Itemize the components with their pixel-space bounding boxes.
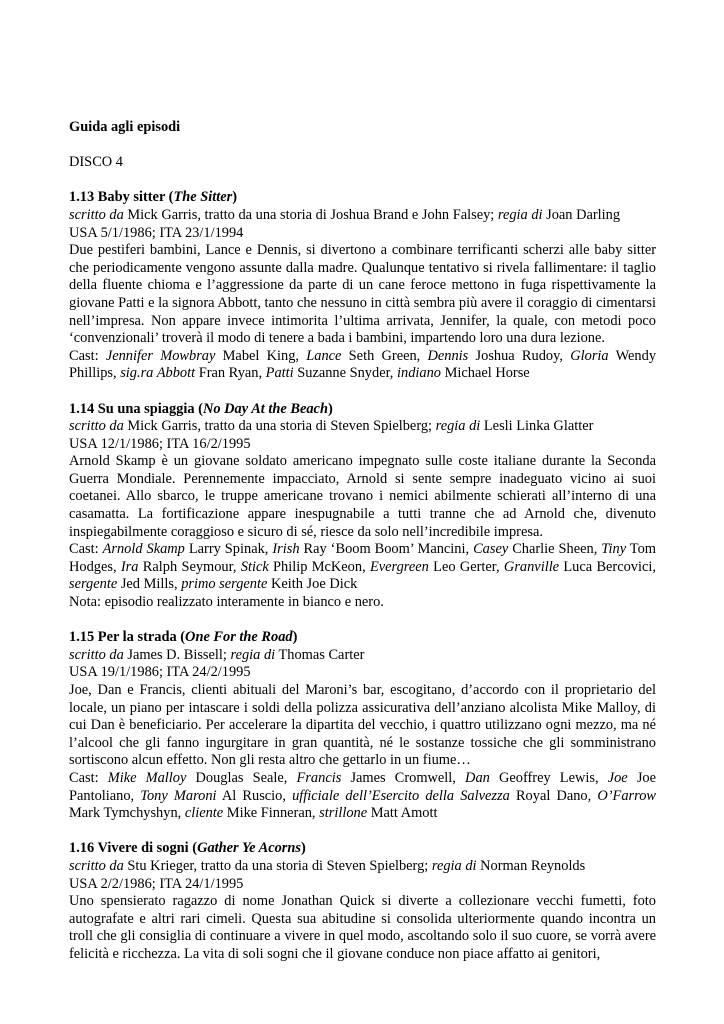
cast-actor: Larry Spinak,: [184, 541, 273, 558]
episode-synopsis: Arnold Skamp è un giovane soldato americano impegnato sulle coste italiane durante la Seconda Guerra Mondiale. Perennemente impacciato, Arnold si sente sempre inadeguato vicino ai suoi coetanei. Allo sbarco, le truppe americane trovano i nemici abilmente schierati all’interno di una casamatta. La fortificazione appare inespugnabile a tutti tranne che ad Arnold che, divenuto inspiegabilmente coraggioso e sicuro di sé, riesce da solo nell’incredibile impresa.: [69, 453, 656, 540]
credits-director: Lesli Linka Glatter: [480, 418, 594, 435]
title-text: 1.16 Vivere di sogni (: [69, 840, 198, 857]
cast-role: Francis: [296, 769, 342, 786]
episode-cast: [69, 348, 656, 383]
credits-writers: Stu Krieger, tratto da una storia di Steven Spielberg;: [123, 857, 432, 874]
episode-1-16: [69, 840, 656, 963]
document-page: [69, 119, 656, 964]
title-text: 1.15 Per la strada (: [69, 629, 186, 646]
cast-role: ufficiale dell’Esercito della Salvezza: [292, 787, 510, 804]
cast-actor: Wendy Phillips,: [69, 347, 657, 382]
cast-role: Arnold Skamp: [102, 541, 185, 558]
cast-actor: Keith Joe Dick: [267, 576, 358, 593]
cast-role: Tony Maroni: [140, 787, 217, 804]
cast-role: Stick: [240, 558, 269, 575]
credits-director-label: regia di: [435, 418, 481, 435]
original-title: One For the Road: [185, 629, 293, 646]
credits-writers: Mick Garris, tratto da una storia di Steven Spielberg;: [123, 418, 436, 435]
cast-actor: Al Ruscio,: [216, 787, 293, 804]
credits-director-label: regia di: [497, 206, 543, 223]
episode-credits: [69, 858, 656, 876]
air-dates: USA 12/1/1986; ITA 16/2/1995: [69, 435, 251, 452]
cast-role: Lance: [306, 347, 342, 364]
episode-synopsis: Uno spensierato ragazzo di nome Jonathan Quick si diverte a collezionare vecchi fumetti, foto autografate e altri rari cimeli. Questa sua abitudine si consolida ulteriormente quando incontra un troll che gli consiglia di continuare a vivere in quel modo, ascoltando solo il suo cuore, se vorrà avere felicità e ricchezza. La vita di soli sogni che il giovane conduce non piace affatto ai genitori,: [69, 893, 656, 962]
episode-cast: [69, 770, 656, 823]
air-dates: USA 19/1/1986; ITA 24/2/1995: [69, 664, 251, 681]
original-title: No Day At the Beach: [202, 400, 328, 417]
episode-cast: [69, 541, 656, 594]
cast-role: Tiny: [601, 541, 627, 558]
cast-role: sig.ra Abbott: [120, 365, 196, 382]
cast-role: Mike Malloy: [107, 769, 187, 786]
episode-title: [69, 189, 656, 207]
cast-role: cliente: [184, 805, 224, 822]
cast-actor: Matt Amott: [367, 805, 438, 822]
episode-title: [69, 840, 656, 858]
cast-actor: Douglas Seale,: [186, 769, 297, 786]
cast-role: Granville: [503, 558, 560, 575]
credits-director: Thomas Carter: [275, 646, 365, 663]
title-text: 1.13 Baby sitter (: [69, 189, 174, 206]
cast-actor: Ralph Seymour,: [138, 558, 241, 575]
cast-role: Patti: [265, 365, 294, 382]
cast-role: Dennis: [427, 347, 469, 364]
cast-actor: Mabel King,: [215, 347, 307, 364]
cast-actor: Philip McKeon,: [268, 558, 370, 575]
original-title: Gather Ye Acorns: [197, 840, 302, 857]
credits-written-label: scritto da: [69, 418, 124, 435]
cast-actor: James Cromwell,: [341, 769, 466, 786]
episode-1-15: [69, 629, 656, 823]
episode-credits: [69, 647, 656, 665]
credits-director: Norman Reynolds: [476, 857, 586, 874]
cast-label: Cast:: [69, 347, 106, 364]
disc-label: DISCO 4: [69, 154, 123, 171]
cast-label: Cast:: [69, 541, 103, 558]
episode-1-13: [69, 189, 656, 383]
cast-role: sergente: [69, 576, 118, 593]
cast-actor: Ray ‘Boom Boom’ Mancini,: [299, 541, 474, 558]
cast-role: indiano: [397, 365, 441, 382]
episode-1-14: [69, 401, 656, 612]
credits-written-label: scritto da: [69, 646, 124, 663]
cast-actor: Joshua Rudoy,: [468, 347, 571, 364]
cast-actor: Charlie Sheen,: [508, 541, 602, 558]
cast-actor: Michael Horse: [440, 365, 530, 382]
cast-role: Dan: [465, 769, 490, 786]
cast-role: Ira: [120, 558, 139, 575]
credits-director-label: regia di: [230, 646, 276, 663]
title-close: ): [232, 189, 238, 206]
cast-actor: Fran Ryan,: [195, 365, 266, 382]
air-dates: USA 2/2/1986; ITA 24/1/1995: [69, 875, 244, 892]
cast-role: Gloria: [570, 347, 609, 364]
cast-actor: Seth Green,: [341, 347, 428, 364]
credits-writers: Mick Garris, tratto da una storia di Joshua Brand e John Falsey;: [123, 206, 498, 223]
credits-director-label: regia di: [431, 857, 477, 874]
cast-actor: Mike Finneran,: [223, 805, 320, 822]
cast-role: O’Farrow: [597, 787, 657, 804]
cast-actor: Joe Pantoliano,: [69, 769, 657, 804]
cast-actor: Royal Dano,: [509, 787, 598, 804]
credits-written-label: scritto da: [69, 206, 124, 223]
document-heading: Guida agli episodi: [69, 119, 181, 135]
title-close: ): [327, 400, 333, 417]
cast-actor: Jed Mills,: [117, 576, 182, 593]
episode-credits: [69, 207, 656, 225]
cast-label: Cast:: [69, 769, 108, 786]
cast-role: Irish: [272, 541, 300, 558]
cast-role: Evergreen: [369, 558, 429, 575]
cast-role: Jennifer Mowbray: [105, 347, 216, 364]
episode-synopsis: Joe, Dan e Francis, clienti abituali del Maroni’s bar, escogitano, d’accordo con il proprietario del locale, un piano per intascare i soldi della polizza assicurativa dell’anziano alcolista Mike Malloy, di cui Dan è beneficiario. Per accelerare la dipartita del vecchio, i quattro utilizzano ogni mezzo, ma né l’alcool che gli fanno ingurgitare in gran quantità, né le sostanze tossiche che gli somministrano sortiscono alcun effetto. Non gli resta altro che gettarlo in un fiume…: [69, 682, 656, 769]
air-dates: USA 5/1/1986; ITA 23/1/1994: [69, 224, 244, 241]
cast-actor: Suzanne Snyder,: [293, 365, 397, 382]
cast-actor: Mark Tymchyshyn,: [69, 805, 185, 822]
cast-role: Casey: [473, 541, 509, 558]
cast-actor: Leo Gerter,: [428, 558, 504, 575]
credits-director: Joan Darling: [542, 206, 621, 223]
cast-role: Joe: [607, 769, 628, 786]
cast-actor: Tom Hodges,: [69, 541, 656, 575]
cast-role: primo sergente: [181, 576, 268, 593]
episode-note: Nota: episodio realizzato interamente in bianco e nero.: [69, 594, 384, 611]
episode-title: [69, 401, 656, 419]
episode-credits: [69, 418, 656, 436]
episode-synopsis: Due pestiferi bambini, Lance e Dennis, si divertono a combinare terrificanti scherzi alle baby sitter che periodicamente vengono assunte dalla madre. Qualunque tentativo si rivela fallimentare: il taglio della fluente chioma e l’aggressione da parte di un cane feroce mettono in fuga rispettivamente la giovane Patti e la signora Abbott, tanto che nessuno in città sembra più avere il coraggio di cimentarsi nell’impresa. Non appare invece intimorita l’ultima arrivata, Jennifer, la quale, con metodi poco ‘convenzionali’ troverà il modo di tenere a bada i bambini, impartendo loro una dura lezione.: [69, 242, 656, 347]
title-close: ): [301, 840, 306, 857]
credits-written-label: scritto da: [69, 857, 124, 874]
title-text: 1.14 Su una spiaggia (: [69, 400, 203, 417]
episode-title: [69, 629, 656, 647]
cast-actor: Luca Bercovici,: [559, 558, 656, 575]
cast-actor: Geoffrey Lewis,: [489, 769, 608, 786]
title-close: ): [292, 629, 298, 646]
credits-writers: James D. Bissell;: [123, 646, 231, 663]
cast-role: strillone: [319, 805, 368, 822]
original-title: The Sitter: [173, 189, 233, 206]
